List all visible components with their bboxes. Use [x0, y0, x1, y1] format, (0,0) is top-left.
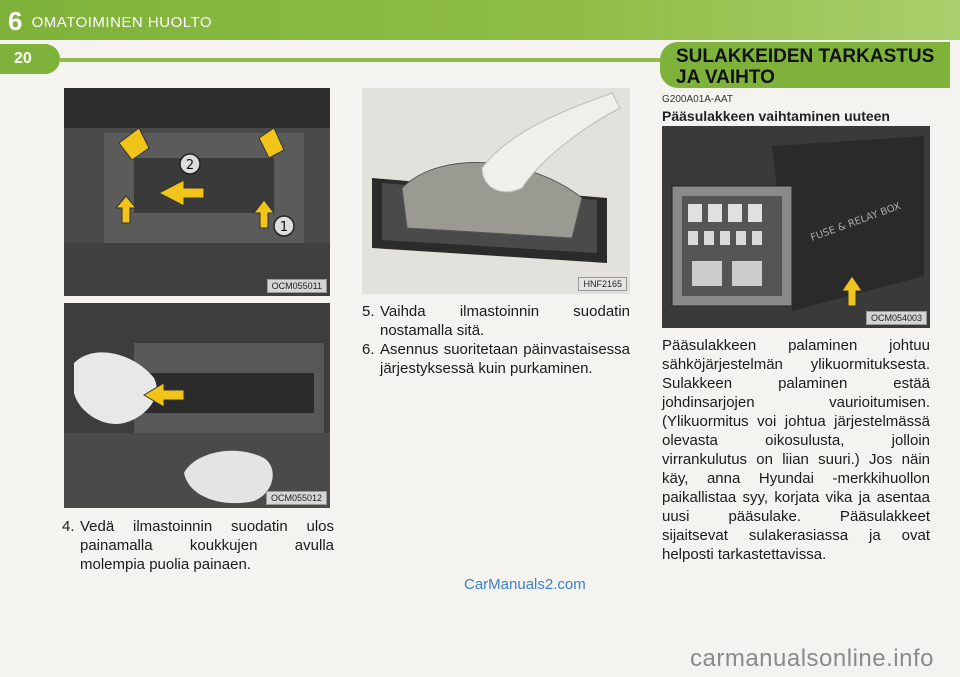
step-4	[62, 517, 334, 574]
pull-filter-photo	[64, 303, 330, 508]
figure-code: OCM055011	[267, 279, 327, 293]
chapter-title	[8, 6, 212, 37]
steps-5-6	[362, 302, 630, 378]
figure-code: OCM055012	[266, 491, 327, 505]
header-rule	[60, 58, 680, 62]
figure-pull-filter	[64, 303, 330, 508]
step-number: 6.	[362, 341, 375, 358]
replace-filter-photo	[362, 88, 630, 294]
step-text: Vedä ilmastoinnin suodatin ulos painamalla koukkujen avulla molempia puolia painaen.	[80, 518, 334, 573]
step-number: 5.	[362, 303, 375, 320]
figure-fuse-box	[662, 126, 930, 328]
main-paragraph: Pääsulakkeen palaminen johtuu sähköjärjestelmän ylikuormituksesta. Sulakkeen palaminen estää johdinsarjojen vaurioitumisen. (Ylikuormitus voi johtua järjestelmässä olevasta oikosulusta, jolloin virrankulutus on liian suuri.) Jos näin käy, anna Hyundai -merkkihuollon paikallistaa syy, korjata vika ja asentaa uusi pääsulake. Pääsulakkeet sijaitsevat sulakerasiassa ja ovat helposti tarkastettavissa.	[662, 337, 930, 563]
figure-code: HNF2165	[578, 277, 627, 291]
step-number: 4.	[62, 518, 75, 535]
svg-text:1: 1	[279, 220, 289, 235]
subsection-title: Pääsulakkeen vaihtaminen uuteen	[662, 108, 890, 124]
section-title-line2: JA VAIHTO	[676, 67, 775, 88]
chapter-number: 6	[8, 6, 23, 36]
step-text: Vaihda ilmastoinnin suodatin nostamalla sitä.	[380, 303, 630, 339]
figure-glovebox-hooks	[64, 88, 330, 296]
chapter-title-text: OMATOIMINEN HUOLTO	[31, 14, 213, 31]
section-title	[676, 46, 946, 88]
section-code: G200A01A-AAT	[662, 94, 733, 105]
watermark-carmanualsonline: carmanualsonline.info	[690, 645, 934, 672]
fuse-box-photo	[662, 126, 930, 328]
page-number: 20	[0, 44, 60, 74]
glovebox-photo	[64, 88, 330, 296]
fuse-box-label: FUSE & RELAY BOX	[809, 200, 903, 244]
figure-replace-filter	[362, 88, 630, 294]
svg-text:2: 2	[185, 158, 195, 173]
section-title-line1: SULAKKEIDEN TARKASTUS	[676, 46, 935, 67]
step-text: Asennus suoritetaan päinvastaisessa järjestyksessä kuin purkaminen.	[380, 341, 630, 377]
figure-code: OCM054003	[866, 311, 927, 325]
watermark-carmanuals2: CarManuals2.com	[464, 576, 586, 593]
